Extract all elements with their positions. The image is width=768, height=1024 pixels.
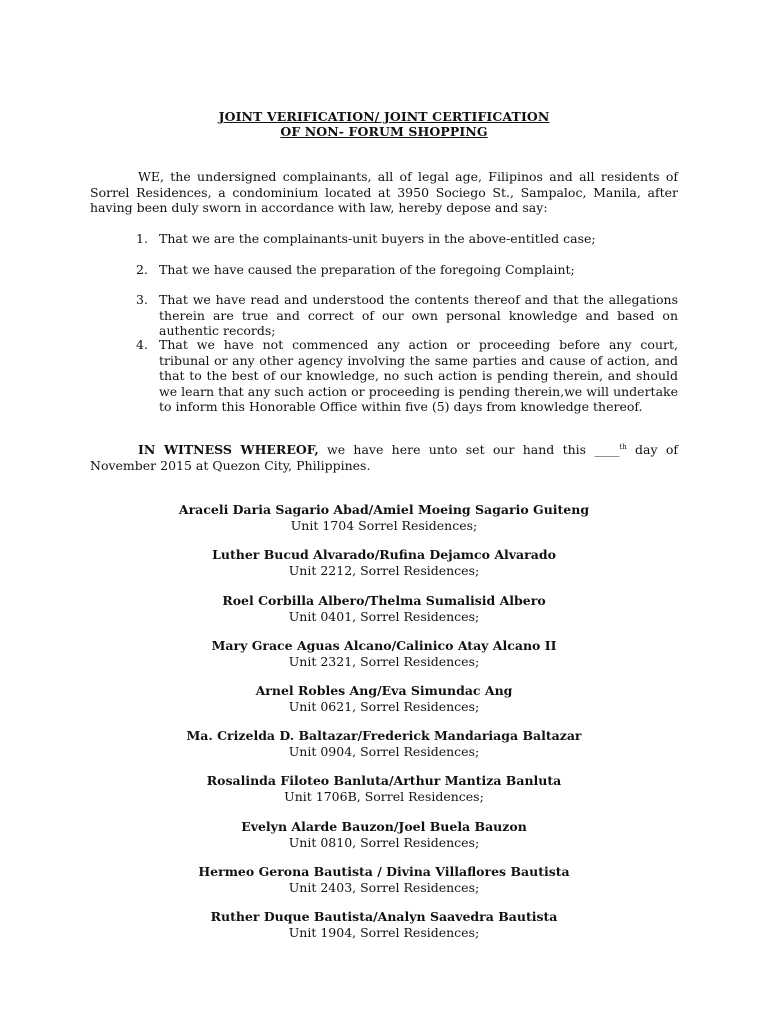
signatory-name: Araceli Daria Sagario Abad/Amiel Moeing Sagario Guiteng (178, 502, 590, 517)
signatory-unit: Unit 0621, Sorrel Residences; (288, 698, 480, 714)
signatory-block (0, 728, 768, 759)
intro-paragraph: WE, the undersigned complainants, all of legal age, Filipinos and all residents of Sorrel Residences, a condominium located at 3950 Sociego St., Sampaloc, Manila, after having been duly sworn in accordance with law, hereby depose and say: (90, 169, 678, 215)
signatory-block (0, 547, 768, 578)
witness-text-part2: day of November 2015 at Quezon City, Philippines. (90, 442, 679, 473)
signatory-block (0, 638, 768, 669)
signatory-unit: Unit 1706B, Sorrel Residences; (284, 788, 484, 804)
signatory-name: Luther Bucud Alvarado/Rufina Dejamco Alvarado (212, 547, 556, 562)
signatory-unit: Unit 2212, Sorrel Residences; (288, 562, 480, 578)
document-title-line2: OF NON- FORUM SHOPPING (280, 124, 488, 139)
signatory-unit: Unit 0810, Sorrel Residences; (288, 834, 480, 850)
witness-text-part1: we have here unto set our hand this ____ (318, 442, 620, 457)
signatory-block (0, 909, 768, 940)
signatory-name: Mary Grace Aguas Alcano/Calinico Atay Alcano II (211, 638, 557, 653)
list-item-number: 2. (136, 262, 148, 277)
signatory-name: Rosalinda Filoteo Banluta/Arthur Mantiza Banluta (206, 773, 562, 788)
document-title-line1: JOINT VERIFICATION/ JOINT CERTIFICATION (218, 109, 550, 124)
signatory-unit: Unit 2321, Sorrel Residences; (288, 653, 480, 669)
signatory-block (0, 593, 768, 624)
signatory-name: Ma. Crizelda D. Baltazar/Frederick Mandariaga Baltazar (186, 728, 582, 743)
signatory-block (0, 502, 768, 533)
list-item-text: That we are the complainants-unit buyers in the above-entitled case; (159, 231, 596, 246)
list-item-number: 3. (136, 292, 148, 307)
signatory-block (0, 683, 768, 714)
witness-heading: IN WITNESS WHEREOF, (138, 442, 319, 457)
signatory-name: Roel Corbilla Albero/Thelma Sumalisid Albero (222, 593, 546, 608)
signatory-block (0, 819, 768, 850)
signatory-name: Arnel Robles Ang/Eva Simundac Ang (255, 683, 513, 698)
signatory-unit: Unit 1704 Sorrel Residences; (290, 517, 478, 533)
signatory-block (0, 864, 768, 895)
signatory-unit: Unit 1904, Sorrel Residences; (288, 924, 480, 940)
signatory-unit: Unit 0401, Sorrel Residences; (288, 608, 480, 624)
witness-superscript: th (619, 442, 627, 451)
signatory-unit: Unit 2403, Sorrel Residences; (288, 879, 480, 895)
list-item-number: 4. (136, 337, 148, 352)
signatory-name: Hermeo Gerona Bautista / Divina Villaflores Bautista (198, 864, 570, 879)
signatory-name: Ruther Duque Bautista/Analyn Saavedra Bautista (210, 909, 558, 924)
signatory-block (0, 773, 768, 804)
witness-paragraph (90, 442, 678, 473)
list-item-text: That we have caused the preparation of the foregoing Complaint; (159, 262, 575, 277)
list-item-number: 1. (136, 231, 148, 246)
list-item-text: That we have not commenced any action or proceeding before any court, tribunal or any other agency involving the same parties and cause of action, and that to the best of our knowledge, no such action is pending therein, and should we learn that any such action or proceeding is pending therein,we will undertake to inform this Honorable Office within five (5) days from knowledge thereof. (159, 337, 678, 414)
signatory-unit: Unit 0904, Sorrel Residences; (288, 743, 480, 759)
list-item-text: That we have read and understood the contents thereof and that the allegations therein are true and correct of our own personal knowledge and based on authentic records; (159, 292, 678, 338)
signatory-name: Evelyn Alarde Bauzon/Joel Buela Bauzon (241, 819, 527, 834)
